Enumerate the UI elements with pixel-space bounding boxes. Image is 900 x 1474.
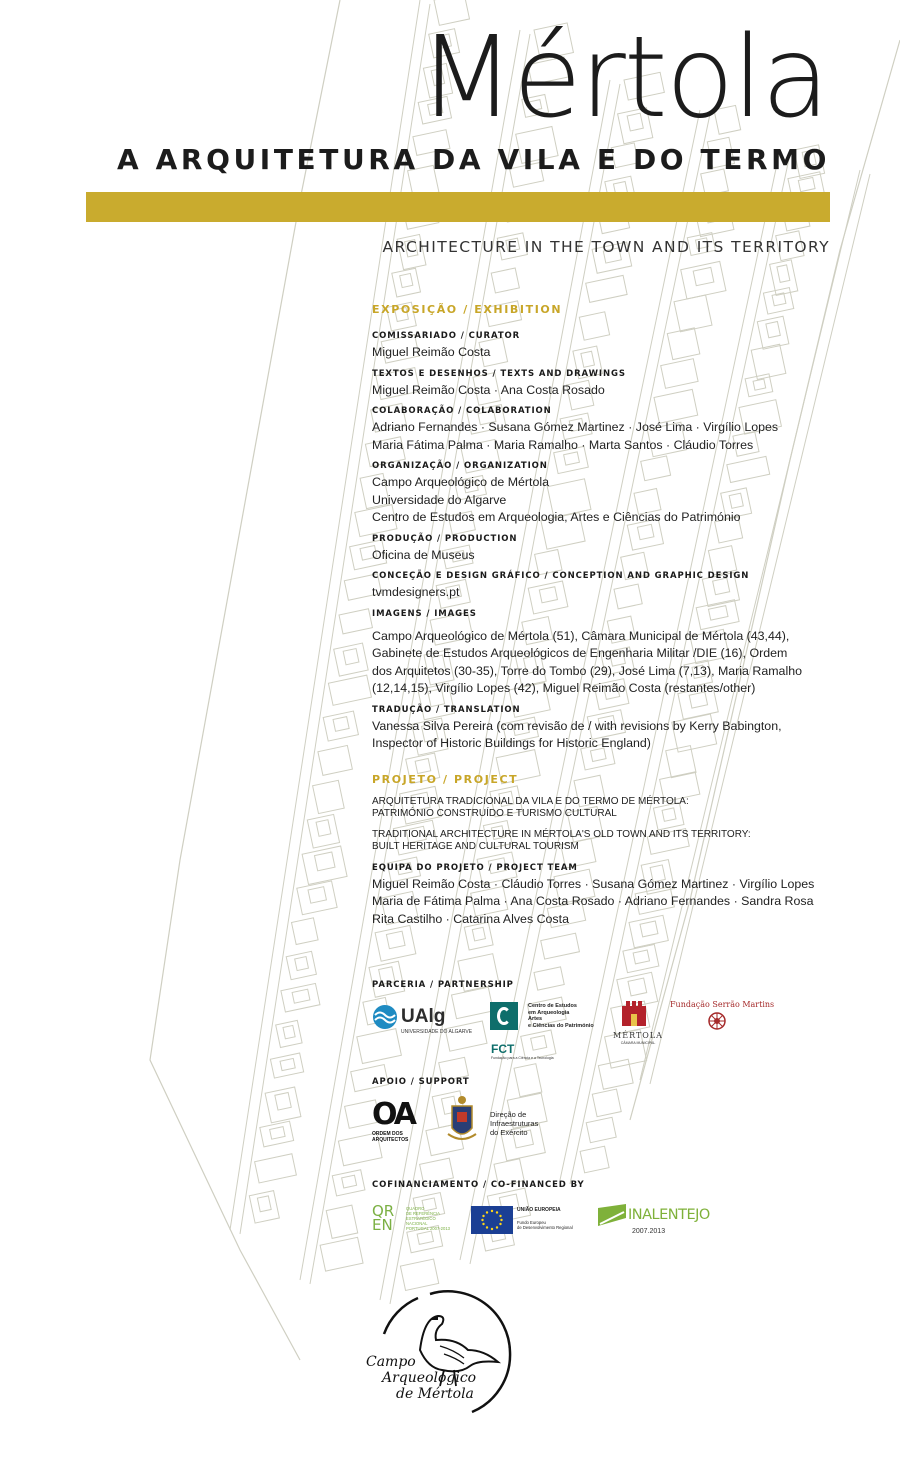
map-line <box>693 267 714 285</box>
project-title-en <box>372 829 832 854</box>
map-line <box>292 918 319 945</box>
map-line <box>316 820 331 837</box>
map-line <box>283 1025 295 1038</box>
map-line <box>392 268 421 297</box>
mertola-sub: CÂMARA MUNICIPAL <box>620 1041 656 1045</box>
ordem-arquitectos-logo <box>372 1097 422 1145</box>
map-line <box>541 933 580 959</box>
project-title-pt-line: PATRIMÓNIO CONSTRUÍDO E TURISMO CULTURAL <box>372 808 617 819</box>
ualg-sub: UNIVERSIDADE DO ALGARVE <box>401 1029 473 1035</box>
army-crest-icon <box>446 1094 478 1144</box>
map-line <box>281 983 320 1012</box>
cea-line: Artes <box>528 1016 543 1022</box>
serrao-martins-logo <box>670 1000 775 1030</box>
project-title-pt-line: ARQUITETURA TRADICIONAL DA VILA E DO TERMO DE MÉRTOLA: <box>372 795 689 807</box>
map-line <box>333 717 349 732</box>
map-line <box>592 1089 621 1117</box>
cofinanced-label: COFINANCIAMENTO / CO-FINANCED BY <box>372 1180 585 1190</box>
images-line: dos Arquitetos (30-35), Torre do Tombo (29), José Lima (7,13), Maria Ramalho <box>372 663 802 678</box>
inalentejo-years: 2007.2013 <box>632 1228 666 1235</box>
map-line <box>798 177 815 191</box>
oa-line: ORDEM DOS <box>372 1131 403 1137</box>
accent-bar <box>86 192 830 222</box>
collaboration-line: Maria Fátima Palma · Maria Ramalho · Marta Santos · Cláudio Torres <box>372 437 754 452</box>
page-subtitle-english: ARCHITECTURE IN THE TOWN AND ITS TERRITORY <box>382 238 830 256</box>
qren-line: DE REFERÊNCIA <box>406 1211 440 1216</box>
eu-logo <box>471 1206 581 1236</box>
ualg-waves-icon <box>372 1004 398 1030</box>
die-line: Infraestruturas <box>490 1119 539 1128</box>
map-line <box>297 881 337 915</box>
translation-label: TRADUÇÃO / TRANSLATION <box>372 704 521 715</box>
campo-line: de Mértola <box>396 1386 474 1402</box>
team-line: Rita Castilho · Catarina Alves Costa <box>372 911 569 926</box>
translation-line: Inspector of Historic Buildings for Historic England) <box>372 736 651 750</box>
map-line <box>280 1058 295 1070</box>
curator-label: COMISSARIADO / CURATOR <box>372 331 521 341</box>
die-line: Direção de <box>490 1110 527 1119</box>
map-line <box>265 1087 301 1123</box>
partnership-label: PARCERIA / PARTNERSHIP <box>372 980 514 990</box>
map-line <box>249 1191 279 1223</box>
organization-line: Centro de Estudos em Arqueologia, Artes e Ciências do Património <box>372 510 741 524</box>
map-line <box>320 1237 363 1271</box>
images-line: Campo Arqueológico de Mértola (51), Câmara Municipal de Mértola (43,44), <box>372 628 790 643</box>
inalentejo-logo <box>598 1204 718 1238</box>
cea-logo <box>490 1002 600 1032</box>
oa-line: ARQUITECTOS <box>372 1137 409 1143</box>
map-line <box>400 1259 438 1290</box>
qren-line: QUADRO <box>406 1206 425 1211</box>
map-line <box>307 814 339 848</box>
oa-mark: OA <box>372 1097 414 1132</box>
die-text <box>490 1110 538 1137</box>
eu-title: UNIÃO EUROPEIA <box>517 1207 561 1213</box>
ualg-name: UAlg <box>401 1006 446 1027</box>
fct-name: FCT <box>491 1042 515 1056</box>
map-line <box>343 649 359 665</box>
project-heading: PROJETO / PROJECT <box>372 772 519 786</box>
collaboration-line: Adriano Fernandes · Susana Gómez Martinez · José Lima · Virgílio Lopes <box>372 420 779 434</box>
inalentejo-name: INALENTEJO <box>628 1207 710 1223</box>
cea-line: em Arqueologia <box>528 1009 570 1016</box>
map-line <box>598 1059 633 1089</box>
map-line <box>628 978 647 996</box>
oa-text <box>372 1131 408 1143</box>
organization-label: ORGANIZAÇÃO / ORGANIZATION <box>372 461 548 471</box>
map-line <box>326 1205 358 1238</box>
images-line: (12,14,15), Virgílio Lopes (42), Miguel Reimão Costa (restantes/other) <box>372 681 756 695</box>
map-line <box>777 265 790 283</box>
organization-line: Campo Arqueológico de Mértola <box>372 475 550 489</box>
map-line <box>328 675 371 705</box>
team-line: Maria de Fátima Palma · Ana Costa Rosado · Adriano Fernandes · Sandra Rosa <box>372 894 814 908</box>
map-line <box>514 1064 542 1097</box>
map-line <box>332 1170 365 1196</box>
production-line: Oficina de Museus <box>372 547 475 562</box>
map-line <box>260 1121 294 1147</box>
map-line <box>295 957 309 971</box>
qren-logo <box>372 1204 452 1238</box>
map-line <box>580 1146 609 1173</box>
fct-logo <box>491 1042 554 1062</box>
map-line <box>275 1092 291 1110</box>
campo-arqueologico-logo <box>360 1290 520 1420</box>
team-value <box>372 876 832 929</box>
map-line <box>318 745 352 775</box>
map-line <box>633 950 649 964</box>
design-value <box>372 584 832 602</box>
map-line <box>342 1175 357 1188</box>
images-label: IMAGENS / IMAGES <box>372 608 477 619</box>
map-line <box>400 273 413 287</box>
design-label: CONCEÇÃO E DESIGN GRÁFICO / CONCEPTION AND GRAPHIC DESIGN <box>372 571 750 581</box>
page-subtitle: A ARQUITETURA DA VILA E DO TERMO <box>117 143 830 176</box>
project-title-pt <box>372 796 832 821</box>
campo-line: Campo <box>366 1354 416 1370</box>
map-line <box>276 1020 302 1047</box>
map-line <box>339 609 372 634</box>
map-line <box>314 852 335 871</box>
cea-line: e Ciências do Património <box>528 1022 594 1029</box>
qren-mark: QREN <box>372 1202 395 1234</box>
production-value <box>372 547 832 565</box>
map-line <box>302 846 347 885</box>
eu-text <box>517 1220 573 1230</box>
project-title-en-line: TRADITIONAL ARCHITECTURE IN MÉRTOLA'S OLD TOWN AND ITS TERRITORY: <box>372 828 751 840</box>
curator-value <box>372 344 832 362</box>
map-line <box>534 967 564 990</box>
team-line: Miguel Reimão Costa · Cláudio Torres · Susana Gómez Martinez · Virgílio Lopes <box>372 876 815 891</box>
map-line <box>586 1117 616 1142</box>
ualg-logo <box>372 1004 482 1038</box>
credits-column <box>372 303 832 935</box>
eu-line: Fundo Europeu <box>517 1220 546 1225</box>
cea-line: Centro de Estudos <box>528 1003 577 1009</box>
team-label: EQUIPA DO PROJETO / PROJECT TEAM <box>372 862 578 873</box>
eu-flag-icon <box>471 1206 513 1234</box>
map-line <box>286 951 316 979</box>
organization-value <box>372 474 832 527</box>
texts-line: Miguel Reimão Costa · Ana Costa Rosado <box>372 382 605 397</box>
map-line <box>586 275 627 302</box>
mertola-crest-icon <box>621 1000 647 1028</box>
images-line: Gabinete de Estudos Arqueológicos de Engenharia Militar /DIE (16), Ordem <box>372 646 788 660</box>
mertola-municipality-logo <box>610 1000 666 1052</box>
map-line <box>270 1127 285 1140</box>
design-line: tvmdesigners.pt <box>372 585 460 599</box>
collaboration-value <box>372 419 832 454</box>
map-line <box>292 989 310 1003</box>
qren-line: NACIONAL <box>406 1221 428 1226</box>
map-line <box>323 711 358 741</box>
curator-line: Miguel Reimão Costa <box>372 345 491 359</box>
map-line <box>255 1154 297 1183</box>
texts-label: TEXTOS E DESENHOS / TEXTS AND DRAWINGS <box>372 368 626 379</box>
map-line <box>270 1053 303 1078</box>
support-label: APOIO / SUPPORT <box>372 1077 470 1087</box>
cea-mark-icon <box>490 1002 518 1030</box>
eu-line: de Desenvolvimento Regional <box>517 1225 573 1230</box>
cea-text <box>528 1003 594 1029</box>
qren-line: PORTUGAL 2007-2013 <box>406 1226 450 1231</box>
serrao-wheel-icon <box>707 1011 727 1031</box>
map-line <box>334 643 368 676</box>
collaboration-label: COLABORAÇÃO / COLABORATION <box>372 406 552 416</box>
die-line: do Exército <box>490 1128 528 1137</box>
translation-value <box>372 718 832 753</box>
serrao-name: Fundação Serrão Martins <box>670 1000 775 1009</box>
project-title-en-line: BUILT HERITAGE AND CULTURAL TOURISM <box>372 841 579 852</box>
mertola-name: MÉRTOLA <box>613 1031 663 1040</box>
exhibition-heading: EXPOSIÇÃO / EXHIBITION <box>372 303 563 316</box>
page-title: Mértola <box>418 13 828 143</box>
qren-text <box>406 1206 450 1231</box>
die-logo <box>446 1094 556 1146</box>
map-line <box>623 944 659 972</box>
inalentejo-mark-icon <box>598 1204 626 1226</box>
campo-logo-text <box>360 1354 490 1402</box>
translation-line: Vanessa Silva Pereira (com revisão de / with revisions by Kerry Babington, <box>372 718 782 733</box>
map-line <box>681 261 726 299</box>
campo-line: Arqueológico <box>382 1370 477 1386</box>
texts-value <box>372 382 832 400</box>
map-line <box>257 1196 271 1212</box>
qren-line: ESTRATÉGICO <box>406 1216 436 1221</box>
map-line <box>313 780 345 813</box>
map-line <box>308 887 326 904</box>
fct-sub: Fundação para a Ciência e a Tecnologia <box>491 1056 554 1060</box>
images-value <box>372 628 832 698</box>
production-label: PRODUÇÃO / PRODUCTION <box>372 533 518 544</box>
organization-line: Universidade do Algarve <box>372 492 507 507</box>
map-line <box>491 268 519 293</box>
